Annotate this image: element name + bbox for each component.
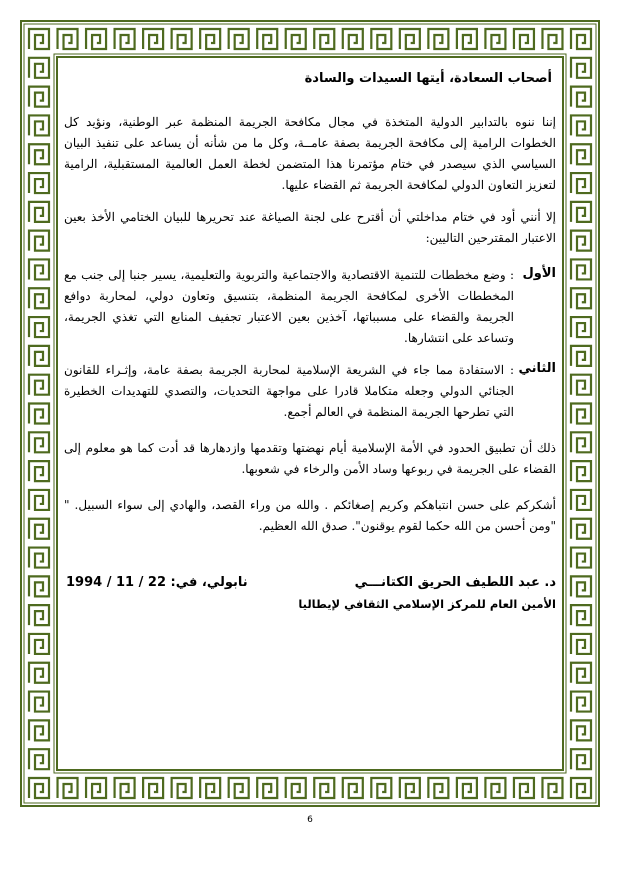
- greek-key-motif: [29, 663, 49, 683]
- greek-key-motif: [29, 317, 49, 337]
- greek-key-motif: [29, 692, 49, 712]
- greek-key-motif: [29, 346, 49, 366]
- greek-key-motif: [29, 749, 49, 769]
- paragraph-hudud: [64, 438, 556, 480]
- greek-key-motif: [143, 778, 163, 798]
- greek-key-motif: [29, 144, 49, 164]
- greek-key-motif: [29, 29, 49, 49]
- greek-key-motif: [58, 29, 78, 49]
- greek-key-motif: [571, 432, 591, 452]
- greek-key-motif: [571, 288, 591, 308]
- salutation-heading: أصحاب السعادة، أيتها السيدات والسادة: [304, 71, 552, 86]
- greek-key-motif: [571, 87, 591, 107]
- greek-key-motif: [571, 692, 591, 712]
- greek-key-motif: [571, 576, 591, 596]
- greek-key-motif: [29, 720, 49, 740]
- greek-key-motif: [571, 29, 591, 49]
- greek-key-motif: [571, 634, 591, 654]
- greek-key-motif: [485, 29, 505, 49]
- greek-key-motif: [29, 87, 49, 107]
- greek-key-motif: [172, 29, 192, 49]
- greek-key-motif: [86, 778, 106, 798]
- greek-key-motif: [457, 778, 477, 798]
- greek-key-motif: [571, 202, 591, 222]
- greek-key-motif: [571, 519, 591, 539]
- greek-key-motif: [514, 778, 534, 798]
- greek-key-motif: [29, 548, 49, 568]
- greek-key-motif: [571, 115, 591, 135]
- greek-key-motif: [29, 202, 49, 222]
- paragraph-text: إننا ننوه بالتدابير الدولية المتخذة في مجال مكافحة الجريمة المنظمة عبر الوطنية، ونؤيد كل الخطوات الرامية إلى مكافحة الجريمة بصفة عامــة، وكل ما من شأنه أن يساعد على تنفيذ البيان السياسي الذي سيصدر في ختام مؤتمرنا هذا المتضمن لخطة العمل العالمية المستقبلية، الرامية لتعزيز التعاون الدولي لمكافحة الجريمة ثم القضاء عليها.: [64, 115, 556, 192]
- greek-key-motif: [571, 749, 591, 769]
- greek-key-motif: [428, 29, 448, 49]
- greek-key-motif: [571, 231, 591, 251]
- greek-key-motif: [571, 490, 591, 510]
- greek-key-motif: [29, 404, 49, 424]
- greek-key-motif: [571, 173, 591, 193]
- greek-key-motif: [29, 432, 49, 452]
- greek-key-motif: [143, 29, 163, 49]
- greek-key-motif: [200, 778, 220, 798]
- greek-key-motif: [29, 58, 49, 78]
- greek-key-motif: [257, 29, 277, 49]
- greek-key-motif: [571, 375, 591, 395]
- greek-key-motif: [29, 519, 49, 539]
- greek-key-motif: [571, 317, 591, 337]
- greek-key-motif: [343, 778, 363, 798]
- proposal-label: الأول: [522, 266, 556, 281]
- greek-key-motif: [571, 461, 591, 481]
- greek-key-motif: [229, 778, 249, 798]
- greek-key-motif: [571, 663, 591, 683]
- greek-key-motif: [29, 605, 49, 625]
- greek-key-motif: [200, 29, 220, 49]
- greek-key-motif: [343, 29, 363, 49]
- greek-key-motif: [29, 173, 49, 193]
- greek-key-motif: [457, 29, 477, 49]
- greek-key-motif: [29, 259, 49, 279]
- paragraph-text: إلا أنني أود في ختام مداخلتي أن أقترح على لجنة الصياغة عند تحريرها للبيان الختامي الأخذ بعين الاعتبار المقترحين التاليين:: [64, 210, 556, 245]
- greek-key-motif: [314, 778, 334, 798]
- greek-key-motif: [571, 720, 591, 740]
- greek-key-motif: [571, 404, 591, 424]
- greek-key-motif: [29, 490, 49, 510]
- paragraph-proposal-intro: [64, 207, 556, 249]
- greek-key-motif: [29, 576, 49, 596]
- paragraph-thanks: [64, 495, 556, 537]
- greek-key-motif: [571, 144, 591, 164]
- greek-key-motif: [286, 29, 306, 49]
- paragraph-intro: [64, 112, 556, 196]
- greek-key-motif: [571, 548, 591, 568]
- paragraph-text: ذلك أن تطبيق الحدود في الأمة الإسلامية أيام نهضتها وتقدمها وازدهارها قد أدت كما هو معلوم إلى القضاء على الجريمة في ربوعها وساد الأمن والرخاء في شعوبها.: [64, 441, 556, 476]
- paragraph-text: أشكركم على حسن انتباهكم وكريم إصغائكم . والله من وراء القصد، والهادي إلى سواء السبيل. " "ومن أحسن من الله حكما لقوم يوقنون". صدق الله العظيم.: [64, 498, 556, 533]
- greek-key-motif: [29, 375, 49, 395]
- greek-key-motif: [29, 461, 49, 481]
- greek-key-motif: [371, 778, 391, 798]
- greek-key-motif: [58, 778, 78, 798]
- greek-key-motif: [571, 58, 591, 78]
- greek-key-motif: [485, 778, 505, 798]
- greek-key-motif: [115, 29, 135, 49]
- greek-key-motif: [400, 778, 420, 798]
- greek-key-motif: [172, 778, 192, 798]
- greek-key-motif: [257, 778, 277, 798]
- proposal-text: : وضع مخططات للتنمية الاقتصادية والاجتماعية والتربوية والتعليمية، يسير جنبا إلى جنب مع المخططات الأخرى لمكافحة الجريمة المنظمة، بتنسيق وتعاون دولي، لمحاربة دوافع الجريمة والقضاء على مسبباتها، آخذين بعين الاعتبار تجفيف المنابع التي تغذي الجريمة، وتساعد على انتشارها.: [64, 268, 514, 345]
- signature-title: الأمين العام للمركز الإسلامي الثقافي لإيطاليا: [298, 597, 556, 611]
- greek-key-motif: [400, 29, 420, 49]
- greek-key-motif: [29, 288, 49, 308]
- signature-date: نابولي، في: 22 / 11 / 1994: [66, 575, 248, 590]
- greek-key-motif: [542, 29, 562, 49]
- greek-key-motif: [571, 778, 591, 798]
- letter-body: [64, 64, 556, 768]
- greek-key-motif: [286, 778, 306, 798]
- greek-key-motif: [29, 634, 49, 654]
- greek-key-motif: [229, 29, 249, 49]
- proposal-label: الثاني: [518, 361, 556, 376]
- greek-key-motif: [571, 259, 591, 279]
- greek-key-motif: [571, 605, 591, 625]
- greek-key-motif: [571, 346, 591, 366]
- greek-key-motif: [29, 778, 49, 798]
- greek-key-motif: [86, 29, 106, 49]
- proposal-item-second: [64, 360, 556, 430]
- proposal-item-first: [64, 265, 556, 355]
- greek-key-motif: [314, 29, 334, 49]
- proposal-text: : الاستفادة مما جاء في الشريعة الإسلامية لمحاربة الجريمة بصفة عامة، وإثـراء للقانون الجنائي الدولي وجعله متكاملا قادرا على مواجهة التحديات، والتصدي للتهديدات الخطيرة التي تطرحها الجريمة المنظمة في العالم أجمع.: [64, 363, 514, 419]
- greek-key-motif: [514, 29, 534, 49]
- greek-key-motif: [29, 231, 49, 251]
- greek-key-motif: [115, 778, 135, 798]
- greek-key-motif: [29, 115, 49, 135]
- greek-key-motif: [428, 778, 448, 798]
- signature-name: د. عبد اللطيف الحريق الكتانـــي: [354, 575, 556, 590]
- greek-key-motif: [371, 29, 391, 49]
- greek-key-motif: [542, 778, 562, 798]
- page-number: 6: [307, 815, 313, 825]
